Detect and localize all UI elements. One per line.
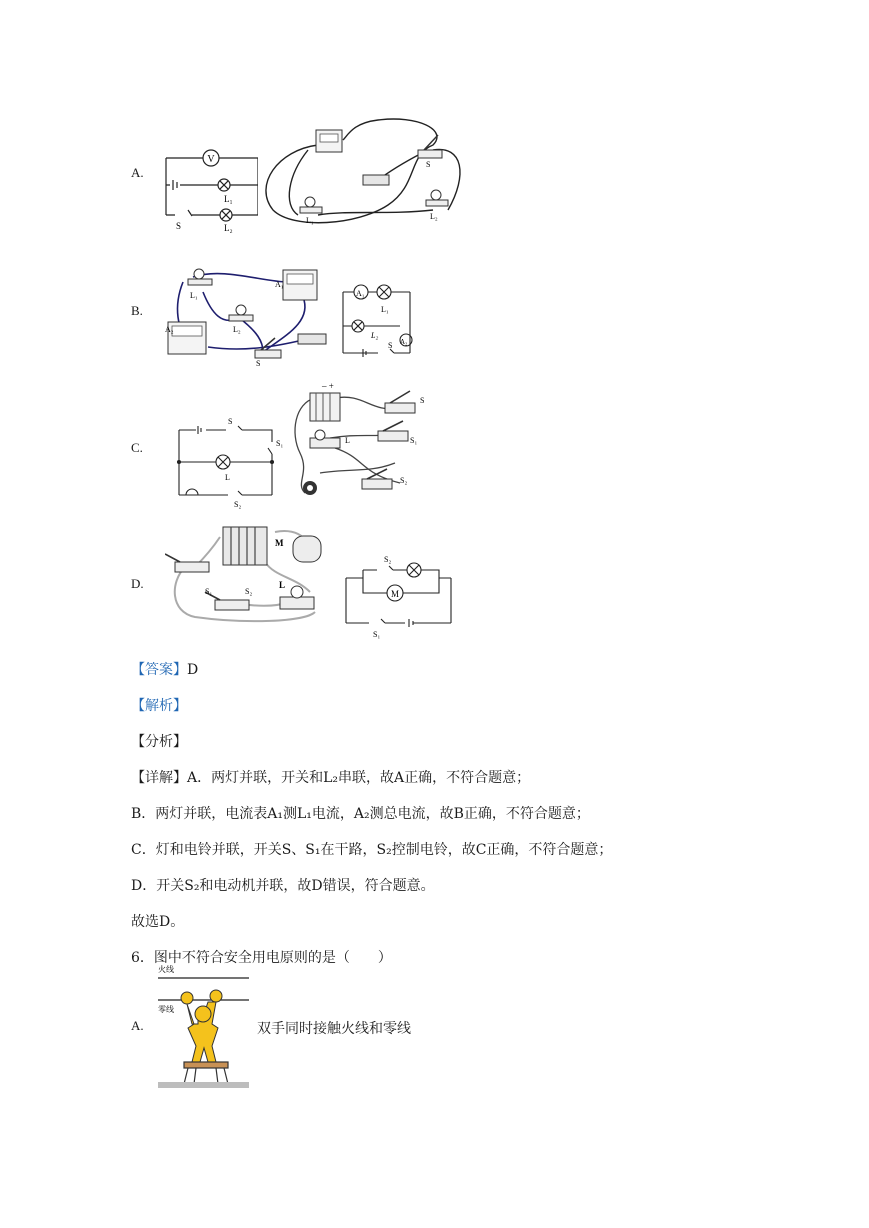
- c-battery-polarity: – +: [322, 383, 334, 391]
- neutral-wire-label: 零线: [158, 1005, 174, 1014]
- a-battery-device: [363, 175, 389, 185]
- fenxi-tag: 【分析】: [131, 734, 187, 750]
- d-switch1-label: S₁: [373, 630, 381, 639]
- answer-line: [131, 659, 198, 679]
- detail-line-b: B．两灯并联，电流表A₁测L₁电流，A₂测总电流，故B正确，不符合题意；: [131, 806, 590, 822]
- a-phys-switch-label: S: [426, 160, 431, 169]
- b-l2-label: L₂: [371, 331, 379, 340]
- option-b-label: B.: [131, 303, 143, 318]
- a-l2-label: L₂: [224, 223, 233, 233]
- a-phys-l2-label: L₂: [430, 212, 438, 221]
- detail-line-d: D．开关S₂和电动机并联，故D错误，符合题意。: [131, 878, 435, 894]
- stool: [184, 1062, 228, 1084]
- detail-line-c: C．灯和电铃并联，开关S、S₁在干路，S₂控制电铃，故C正确，不符合题意；: [131, 842, 613, 858]
- a-switch-label: S: [176, 221, 182, 231]
- c-switch1-device: [378, 431, 408, 441]
- option-c-physical-diagram: [290, 383, 440, 508]
- c-switch-device: [385, 403, 415, 413]
- c-phys-switch2-label: S₂: [400, 476, 408, 485]
- option-b-physical-diagram: [163, 262, 333, 372]
- b-phys-a1-label: A₁: [275, 280, 284, 289]
- option-d-physical-diagram: [165, 522, 335, 632]
- b-a2-symbol: A₂: [400, 338, 408, 346]
- q6-option-a-label: A.: [131, 1018, 144, 1033]
- c-switch-label: S: [228, 417, 233, 426]
- ground: [158, 1082, 249, 1088]
- detail-text-a: A．两灯并联，开关和L₂串联，故A正确，不符合题意；: [187, 770, 531, 786]
- voltmeter-symbol: V: [207, 154, 215, 165]
- conclusion-line: 故选D。: [131, 914, 185, 930]
- d-phys-switch2-label: S₂: [245, 587, 253, 596]
- b-phys-switch-label: S: [256, 359, 261, 368]
- b-phys-a2-label: A₂: [165, 325, 174, 334]
- a-l1-label: L₁: [224, 194, 233, 204]
- option-a-schematic: [158, 140, 258, 235]
- person-figure: [181, 990, 222, 1062]
- d-lamp-device: [280, 597, 314, 609]
- d-phys-motor-label: M: [275, 538, 284, 548]
- option-c-label: C.: [131, 440, 143, 455]
- c-switch2-device: [362, 479, 392, 489]
- b-bulb1-device: [194, 269, 204, 279]
- detail-tag: 【详解】: [131, 770, 187, 786]
- q6-option-a-caption: 双手同时接触火线和零线: [257, 1021, 411, 1037]
- answer-value: D: [187, 662, 199, 678]
- c-lamp-device: [310, 438, 340, 448]
- d-switch1-device: [175, 562, 209, 572]
- b-l1-label: L₁: [381, 305, 389, 314]
- live-wire-label: 火线: [158, 965, 174, 974]
- motor-symbol: M: [390, 589, 400, 599]
- a-switch-device: [418, 150, 442, 158]
- c-phys-switch1-label: S₁: [410, 436, 418, 445]
- c-battery-device: [310, 393, 340, 421]
- b-bulb2-device: [236, 305, 246, 315]
- a-bulb1-device: [305, 197, 315, 207]
- question-6-text: 6．图中不符合安全用电原则的是（ ）: [131, 950, 392, 966]
- option-a-label: A.: [131, 165, 144, 180]
- d-phys-lamp-label: L: [279, 580, 286, 590]
- option-c-schematic: [176, 410, 286, 510]
- option-d-label: D.: [131, 576, 144, 591]
- b-phys-l1-label: L₁: [190, 291, 198, 300]
- answer-tag: 【答案】: [131, 662, 187, 678]
- c-lamp-label: L: [225, 473, 230, 482]
- b-switch-device: [255, 350, 281, 358]
- option-a-physical-diagram: [258, 115, 473, 235]
- option-b-schematic: [338, 278, 418, 360]
- analysis-tag: 【解析】: [131, 698, 187, 714]
- b-phys-l2-label: L₂: [233, 325, 241, 334]
- d-switch2-device: [215, 600, 249, 610]
- b-switch-label: S: [388, 341, 393, 350]
- d-battery-device: [223, 527, 267, 565]
- c-switch1-label: S₁: [276, 439, 284, 448]
- d-motor-device: [293, 536, 321, 562]
- c-phys-switch-label: S: [420, 396, 425, 405]
- a-phys-l1-label: L₁: [306, 216, 314, 225]
- b-a1-symbol: A₁: [356, 289, 365, 298]
- q6-option-a-illustration: [156, 962, 251, 1090]
- c-switch2-label: S₂: [234, 500, 242, 509]
- c-phys-lamp-label: L: [345, 436, 350, 445]
- detail-line-a: [131, 767, 530, 787]
- d-switch2-label: S₂: [384, 555, 392, 564]
- b-battery-device: [298, 334, 326, 344]
- a-bulb2-device: [431, 190, 441, 200]
- option-d-schematic: [343, 548, 455, 640]
- d-phys-switch1-label: S₁: [205, 587, 213, 596]
